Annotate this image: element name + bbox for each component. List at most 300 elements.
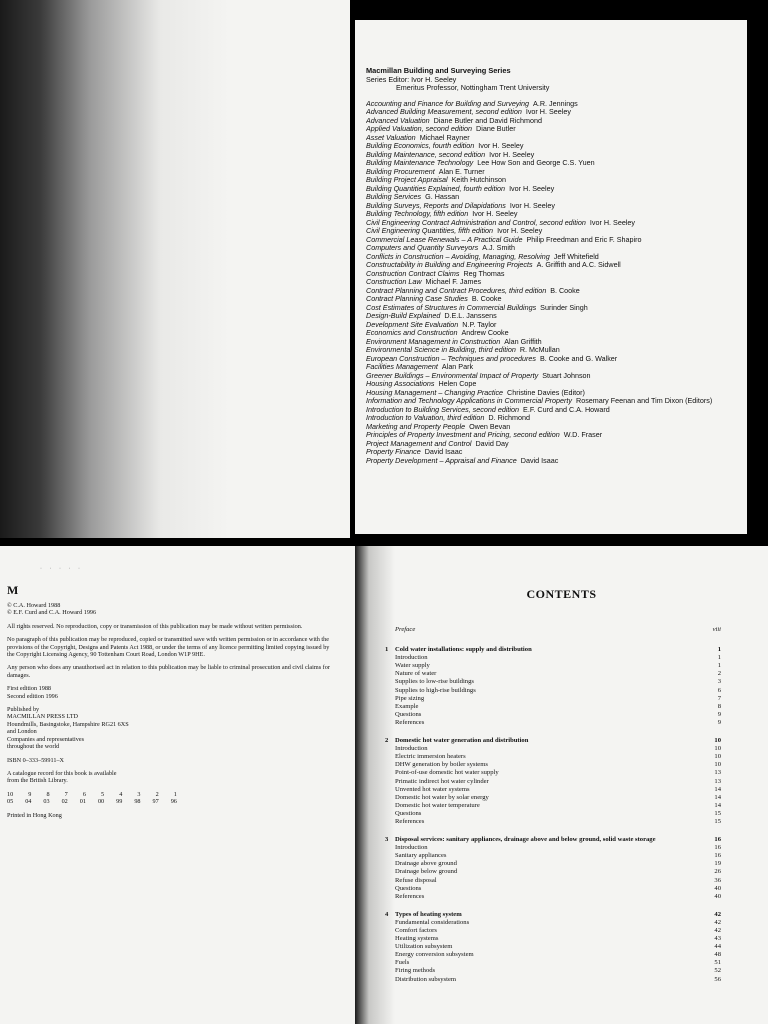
book-author: David Isaac <box>520 456 559 465</box>
book-author: David Day <box>475 439 509 448</box>
section-entry <box>385 802 721 810</box>
book-author: B. Cooke <box>550 286 580 295</box>
section-title: Fuels <box>395 959 410 967</box>
print-number: 10 <box>7 790 14 798</box>
book-title: Cost Estimates of Structures in Commercial Buildings <box>366 303 537 312</box>
book-entry <box>366 423 746 432</box>
book-title: Constructability in Building and Engineering Projects <box>366 261 533 269</box>
book-author: Ivor H. Seeley <box>589 218 636 227</box>
print-number: 5 <box>101 790 105 798</box>
book-entry <box>366 227 746 236</box>
section-page: 10 <box>714 753 721 761</box>
section-title: Electric immersion heaters <box>395 753 466 761</box>
book-entry <box>366 380 746 389</box>
section-title: Drainage above ground <box>395 860 457 868</box>
book-entry <box>366 176 746 185</box>
section-title: Introduction <box>395 654 428 662</box>
section-page: 44 <box>714 943 721 951</box>
section-page: 8 <box>717 702 721 710</box>
book-author: Christine Davies (Editor) <box>507 388 585 397</box>
chapter-heading <box>385 836 721 844</box>
year-number: 05 <box>7 798 14 806</box>
book-author: Ivor H. Seeley <box>509 201 555 210</box>
section-title: Primatic indirect hot water cylinder <box>395 777 489 785</box>
section-entry <box>385 695 721 703</box>
book-author: W.D. Fraser <box>563 431 603 439</box>
book-author: Ivor H. Seeley <box>525 108 571 116</box>
book-title: Conflicts in Construction – Avoiding, Managing, Resolving <box>366 252 550 261</box>
book-entry <box>366 329 746 338</box>
book-title: Construction Law <box>366 278 422 286</box>
book-title: Commercial Lease Renewals – A Practical Guide <box>366 235 523 244</box>
section-title: Energy conversion subsystem <box>395 951 474 959</box>
section-entry <box>385 786 721 794</box>
book-title: Building Technology, fifth edition <box>366 210 469 218</box>
table-of-contents <box>385 626 721 994</box>
section-title: Questions <box>395 809 422 817</box>
section-page: 6 <box>717 686 721 694</box>
section-title: Comfort factors <box>395 927 437 934</box>
book-entry <box>366 287 746 296</box>
book-title: Property Finance <box>366 448 421 456</box>
section-page: 1 <box>717 662 721 670</box>
book-title: Principles of Property Investment and Pricing, second edition <box>366 431 560 439</box>
section-title: Unvented hot water systems <box>395 785 470 793</box>
year-number: 99 <box>116 798 123 806</box>
book-entry <box>366 372 746 381</box>
year-number: 98 <box>134 798 141 806</box>
book-entry <box>366 159 746 168</box>
section-entry <box>385 662 721 670</box>
chapter-title: Domestic hot water generation and distribution <box>395 737 529 745</box>
book-entry <box>366 389 746 398</box>
book-author: G. Hassan <box>425 193 460 201</box>
section-page: 56 <box>714 975 721 983</box>
print-number: 4 <box>119 790 123 798</box>
book-author: A. Griffith and A.C. Sidwell <box>536 261 621 269</box>
book-author: Michael Rayner <box>419 133 470 142</box>
section-page: 13 <box>714 769 721 777</box>
book-entry <box>366 125 746 134</box>
year-number: 02 <box>61 798 68 806</box>
book-title: Design-Build Explained <box>366 312 441 320</box>
book-title: Contract Planning Case Studies <box>366 295 468 303</box>
book-entry <box>366 244 746 253</box>
section-entry <box>385 877 721 885</box>
book-title: Advanced Building Measurement, second edition <box>366 108 522 116</box>
book-title: Civil Engineering Quantities, fifth edition <box>366 227 494 235</box>
print-number: 7 <box>64 790 68 798</box>
companies-line: Companies and representatives <box>7 735 84 743</box>
copyright-line: © C.A. Howard 1988 <box>7 602 61 609</box>
book-title: Information and Technology Applications in Commercial Property <box>366 397 573 405</box>
book-entry <box>366 304 746 313</box>
book-entry <box>366 397 746 406</box>
section-page: 42 <box>714 918 721 926</box>
book-title: Housing Associations <box>366 380 435 388</box>
section-title: Supplies to low-rise buildings <box>395 678 474 686</box>
section-entry <box>385 687 721 695</box>
book-entry <box>366 100 746 109</box>
section-title: Domestic hot water temperature <box>395 801 480 809</box>
section-page: 15 <box>714 817 721 825</box>
year-number: 01 <box>79 798 86 806</box>
book-author: Philip Freedman and Eric F. Shapiro <box>526 235 642 244</box>
section-page: 51 <box>714 959 721 967</box>
book-title: Building Services <box>366 193 422 201</box>
publisher-address: and London <box>7 728 37 736</box>
chapter-block <box>385 911 721 984</box>
section-page: 26 <box>714 868 721 876</box>
book-author: Lee How Son and George C.S. Yuen <box>477 159 595 167</box>
reproduction-notice: No paragraph of this publication may be reproduced, copied or transmitted save with written permission or in accordance with the provisions of the Copyright, Designs and Patents Act 1988, or under the terms of any licence permitting limited copying issued by the Copyright Licensing Agency, 90 Tottenham Court Road, London W1P 9HE. <box>7 636 330 659</box>
book-title: European Construction – Techniques and procedures <box>366 354 536 363</box>
book-author: Andrew Cooke <box>461 329 509 337</box>
book-title: Building Economics, fourth edition <box>366 142 475 150</box>
book-author: D. Richmond <box>488 414 530 422</box>
section-entry <box>385 943 721 951</box>
series-title: Macmillan Building and Surveying Series <box>366 66 511 75</box>
print-number: 3 <box>137 790 141 798</box>
book-title: Asset Valuation <box>366 133 416 142</box>
section-page: 1 <box>717 654 721 662</box>
book-title: Marketing and Property People <box>366 422 466 431</box>
chapter-title: Disposal services: sanitary appliances, drainage above and below ground, solid waste storage <box>395 836 656 844</box>
book-entry <box>366 151 746 160</box>
year-numbers <box>7 798 177 805</box>
series-list <box>366 67 746 465</box>
year-number: 00 <box>97 798 105 806</box>
section-title: Refuse disposal <box>395 876 437 884</box>
chapter-page: 16 <box>714 836 721 844</box>
book-entry <box>366 210 746 219</box>
chapter-number: 3 <box>385 836 389 844</box>
book-title: Building Quantities Explained, fourth edition <box>366 184 506 193</box>
publisher-address: Houndmills, Basingstoke, Hampshire RG21 6XS <box>7 720 129 728</box>
section-title: Fundamental considerations <box>395 918 470 926</box>
book-entry <box>366 295 746 304</box>
book-author: A.R. Jennings <box>533 99 578 108</box>
section-entry <box>385 761 721 769</box>
blank-left-page <box>0 0 350 538</box>
book-author: Surinder Singh <box>540 303 588 312</box>
book-entry <box>366 440 746 449</box>
section-entry <box>385 753 721 761</box>
book-author: D.E.L. Janssens <box>444 312 497 320</box>
page-specks: · · · · · <box>40 566 83 572</box>
section-title: References <box>395 892 425 900</box>
section-entry <box>385 769 721 777</box>
preface-entry <box>385 626 721 634</box>
book-author: R. McMullan <box>519 346 560 354</box>
section-entry <box>385 670 721 678</box>
section-title: Heating systems <box>395 935 439 943</box>
section-page: 52 <box>714 967 721 975</box>
book-entry <box>366 363 746 372</box>
book-author: B. Cooke <box>471 295 502 303</box>
section-page: 19 <box>714 860 721 868</box>
book-entry <box>366 448 746 457</box>
book-author: Alan Park <box>441 363 474 371</box>
section-entry <box>385 927 721 935</box>
section-title: References <box>395 817 425 825</box>
book-author: Keith Hutchinson <box>451 176 506 184</box>
book-title: Construction Contract Claims <box>366 269 460 278</box>
book-title: Introduction to Valuation, third edition <box>366 414 485 422</box>
section-title: Domestic hot water by solar energy <box>395 793 489 801</box>
book-title: Economics and Construction <box>366 329 458 337</box>
chapter-heading <box>385 911 721 919</box>
section-title: Sanitary appliances <box>395 852 447 860</box>
chapter-title: Cold water installations: supply and distribution <box>395 646 532 654</box>
section-page: 36 <box>714 876 721 884</box>
publisher-logo-icon: M <box>7 583 19 597</box>
section-page: 13 <box>714 777 721 785</box>
book-author: A.J. Smith <box>482 244 516 252</box>
book-title: Contract Planning and Contract Procedures, third edition <box>366 286 547 295</box>
book-title: Building Maintenance, second edition <box>366 150 486 159</box>
printed-in: Printed in Hong Kong <box>7 811 62 819</box>
chapter-page: 42 <box>714 910 721 918</box>
chapter-title-wrap <box>385 737 697 745</box>
book-entry <box>366 117 746 126</box>
section-page: 14 <box>714 793 721 801</box>
chapter-page: 1 <box>717 646 721 654</box>
chapter-title-wrap <box>385 646 697 654</box>
section-entry <box>385 711 721 719</box>
book-title: Advanced Valuation <box>366 116 430 125</box>
book-entry <box>366 321 746 330</box>
book-entry <box>366 431 746 440</box>
chapter-block <box>385 737 721 826</box>
book-title: Building Project Appraisal <box>366 176 448 184</box>
section-entry <box>385 959 721 967</box>
book-author: Rosemary Feenan and Tim Dixon (Editors) <box>576 397 713 405</box>
section-page: 40 <box>714 892 721 900</box>
book-entry <box>366 278 746 287</box>
book-author: Owen Bevan <box>469 422 511 431</box>
book-entry <box>366 185 746 194</box>
book-author: David Isaac <box>424 448 463 456</box>
book-author: N.P. Taylor <box>462 320 497 329</box>
book-title: Development Site Evaluation <box>366 320 459 329</box>
book-author: Stuart Johnson <box>542 371 591 380</box>
section-page: 14 <box>714 801 721 809</box>
book-list <box>366 100 746 466</box>
section-title: Water supply <box>395 662 430 670</box>
edition-line: First edition 1988 <box>7 685 52 693</box>
book-title: Property Development – Appraisal and Finance <box>366 456 517 465</box>
book-author: Diane Butler <box>476 125 516 133</box>
section-page: 16 <box>714 852 721 860</box>
section-page: 42 <box>714 927 721 934</box>
section-entry <box>385 893 721 901</box>
book-entry <box>366 193 746 202</box>
book-title: Greener Buildings – Environmental Impact of Property <box>366 371 539 380</box>
section-entry <box>385 935 721 943</box>
edition-line: Second edition 1996 <box>7 692 58 700</box>
section-entry <box>385 860 721 868</box>
chapter-number: 2 <box>385 737 389 745</box>
book-entry <box>366 142 746 151</box>
book-entry <box>366 219 746 228</box>
section-page: 15 <box>714 809 721 817</box>
book-author: Ivor H. Seeley <box>509 184 555 193</box>
book-title: Introduction to Building Services, second edition <box>366 405 520 414</box>
section-entry <box>385 703 721 711</box>
book-title: Computers and Quantity Surveyors <box>366 244 479 252</box>
preface-label: Preface <box>395 626 416 633</box>
print-number: 2 <box>155 790 159 798</box>
section-page: 43 <box>714 935 721 943</box>
book-author: Ivor H. Seeley <box>489 150 535 159</box>
book-author: Alan Griffith <box>504 337 542 346</box>
chapter-number: 1 <box>385 646 389 654</box>
book-title: Building Surveys, Reports and Dilapidations <box>366 201 506 210</box>
section-entry <box>385 719 721 727</box>
book-author: Diane Butler and David Richmond <box>433 116 542 125</box>
book-entry <box>366 312 746 321</box>
companies-line: throughout the world <box>7 743 60 751</box>
book-entry <box>366 406 746 415</box>
print-number: 8 <box>46 790 50 798</box>
print-number: 6 <box>82 790 86 798</box>
book-author: Helen Cope <box>438 380 477 388</box>
series-page <box>355 20 747 534</box>
chapter-heading <box>385 646 721 654</box>
book-author: Reg Thomas <box>463 269 505 278</box>
book-entry <box>366 202 746 211</box>
section-entry <box>385 844 721 852</box>
preface-page: viii <box>712 626 721 633</box>
catalogue-line: A catalogue record for this book is available <box>7 769 117 777</box>
section-page: 3 <box>717 678 721 686</box>
publisher-name: MACMILLAN PRESS LTD <box>7 713 78 721</box>
chapter-number: 4 <box>385 910 389 918</box>
section-title: Example <box>395 702 419 710</box>
book-entry <box>366 236 746 245</box>
book-author: Ivor H. Seeley <box>472 210 518 218</box>
book-entry <box>366 338 746 347</box>
section-entry <box>385 885 721 893</box>
book-entry <box>366 253 746 262</box>
section-entry <box>385 778 721 786</box>
section-entry <box>385 745 721 753</box>
chapter-block <box>385 646 721 727</box>
section-page: 2 <box>717 670 721 678</box>
section-entry <box>385 678 721 686</box>
book-entry <box>366 134 746 143</box>
section-page: 40 <box>714 884 721 892</box>
section-title: References <box>395 718 425 726</box>
section-entry <box>385 810 721 818</box>
print-number: 9 <box>28 790 32 798</box>
section-entry <box>385 818 721 826</box>
contents-page <box>355 546 768 1024</box>
rights-notice: All rights reserved. No reproduction, copy or transmission of this publication may be made without written permission. <box>7 622 303 630</box>
book-title: Environmental Science in Building, third edition <box>366 346 516 354</box>
published-by: Published by <box>7 706 40 714</box>
copyright-text <box>7 602 337 825</box>
isbn: ISBN 0–333–59911–X <box>7 756 65 764</box>
book-author: Michael F. James <box>425 278 482 286</box>
section-entry <box>385 976 721 984</box>
section-title: Supplies to high-rise buildings <box>395 686 476 694</box>
book-title: Civil Engineering Contract Administration and Control, second edition <box>366 218 586 227</box>
book-title: Project Management and Control <box>366 439 472 448</box>
book-title: Facilities Management <box>366 363 438 371</box>
chapter-page: 10 <box>714 737 721 745</box>
section-entry <box>385 794 721 802</box>
book-author: Ivor H. Seeley <box>478 142 524 150</box>
liability-notice: Any person who does any unauthorised act in relation to this publication may be liable to criminal prosecution and civil claims for damages. <box>7 664 330 679</box>
section-title: Questions <box>395 884 422 892</box>
section-title: Utilization subsystem <box>395 943 453 951</box>
section-entry <box>385 868 721 876</box>
section-title: Nature of water <box>395 670 437 678</box>
book-title: Building Maintenance Technology <box>366 159 474 167</box>
chapter-list <box>385 646 721 984</box>
section-entry <box>385 919 721 927</box>
book-author: E.F. Curd and C.A. Howard <box>523 405 610 414</box>
book-title: Environment Management in Construction <box>366 337 501 346</box>
section-entry <box>385 967 721 975</box>
print-numbers <box>7 791 177 798</box>
year-number: 97 <box>152 798 159 806</box>
section-entry <box>385 951 721 959</box>
section-page: 7 <box>717 694 721 702</box>
book-author: Jeff Whitefield <box>553 252 599 261</box>
book-entry <box>366 414 746 423</box>
year-number: 96 <box>170 798 177 806</box>
catalogue-line: from the British Library. <box>7 777 68 785</box>
section-title: Firing methods <box>395 967 436 975</box>
section-entry <box>385 654 721 662</box>
chapter-block <box>385 836 721 901</box>
section-title: Introduction <box>395 844 428 852</box>
book-author: Alan E. Turner <box>438 167 485 176</box>
book-entry <box>366 168 746 177</box>
year-number: 03 <box>43 798 50 806</box>
section-page: 9 <box>717 710 721 718</box>
print-number: 1 <box>173 790 177 798</box>
book-entry <box>366 261 746 270</box>
section-page: 48 <box>714 951 721 959</box>
book-entry <box>366 346 746 355</box>
book-entry <box>366 270 746 279</box>
book-author: Ivor H. Seeley <box>497 227 543 235</box>
section-title: Introduction <box>395 745 428 753</box>
section-page: 10 <box>714 745 721 753</box>
book-title: Applied Valuation, second edition <box>366 125 473 133</box>
year-number: 04 <box>25 798 32 806</box>
copyright-page <box>0 546 355 1024</box>
section-title: Distribution subsystem <box>395 975 456 983</box>
section-page: 9 <box>717 718 721 726</box>
section-title: Questions <box>395 710 422 718</box>
section-title: Pipe sizing <box>395 694 425 702</box>
chapter-title: Types of heating system <box>395 910 462 918</box>
contents-title: CONTENTS <box>526 587 597 601</box>
book-title: Housing Management – Changing Practice <box>366 388 504 397</box>
chapter-title-wrap <box>385 911 697 919</box>
copyright-line: © E.F. Curd and C.A. Howard 1996 <box>7 609 97 617</box>
section-page: 14 <box>714 785 721 793</box>
section-entry <box>385 852 721 860</box>
chapter-title-wrap <box>385 836 697 844</box>
section-page: 16 <box>714 844 721 852</box>
chapter-heading <box>385 737 721 745</box>
